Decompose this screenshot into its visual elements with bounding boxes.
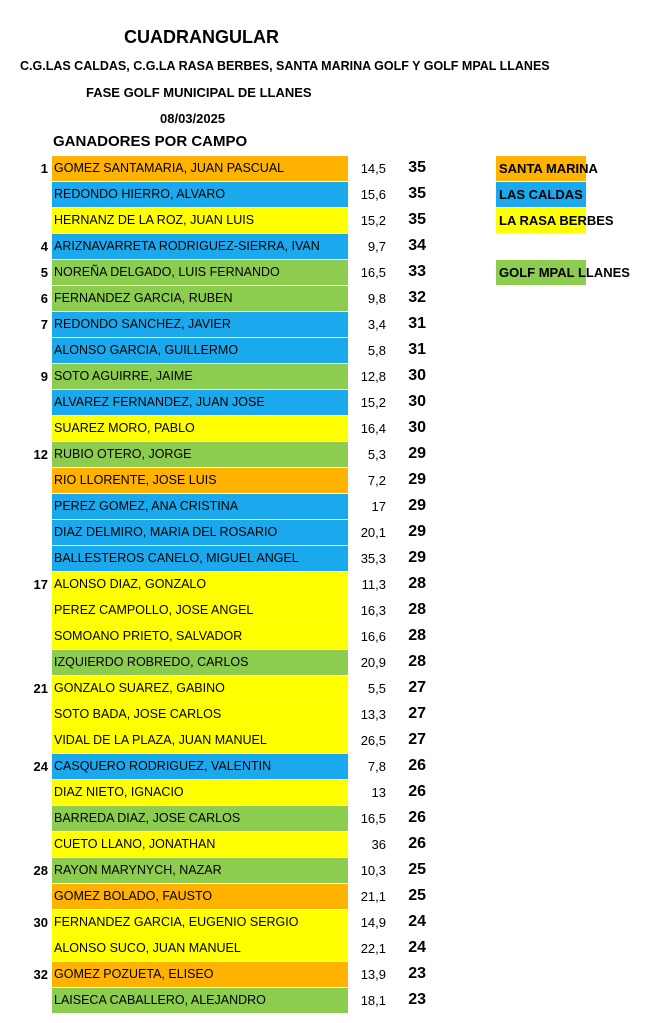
section-heading: GANADORES POR CAMPO	[53, 133, 248, 150]
handicap-cell: 36	[371, 837, 386, 852]
handicap-cell: 18,1	[360, 993, 386, 1008]
table-row	[0, 182, 450, 208]
table-row	[0, 598, 450, 624]
table-row	[0, 468, 450, 494]
points-cell: 32	[408, 289, 426, 306]
player-name-cell: SOTO AGUIRRE, JAIME	[52, 364, 348, 389]
points-cell: 29	[408, 497, 426, 514]
points-cell: 35	[408, 185, 426, 202]
player-name-cell: RAYON MARYNYCH, NAZAR	[52, 858, 348, 883]
handicap-cell: 21,1	[360, 889, 386, 904]
handicap-cell: 16,5	[360, 811, 386, 826]
points-cell: 30	[408, 419, 426, 436]
table-row	[0, 416, 450, 442]
points-cell: 31	[408, 341, 426, 358]
player-name-cell: SOTO BADA, JOSE CARLOS	[52, 702, 348, 727]
points-cell: 28	[408, 601, 426, 618]
player-name-cell: GOMEZ BOLADO, FAUSTO	[52, 884, 348, 909]
player-name-cell: VIDAL DE LA PLAZA, JUAN MANUEL	[52, 728, 348, 753]
table-row	[0, 910, 450, 936]
table-row	[0, 988, 450, 1014]
legend-label: LAS CALDAS	[499, 187, 583, 202]
points-cell: 29	[408, 471, 426, 488]
handicap-cell: 20,1	[360, 525, 386, 540]
table-row	[0, 936, 450, 962]
position-cell: 4	[40, 239, 48, 254]
points-cell: 27	[408, 731, 426, 748]
table-row	[0, 676, 450, 702]
player-name-cell: RUBIO OTERO, JORGE	[52, 442, 348, 467]
points-cell: 26	[408, 757, 426, 774]
points-cell: 30	[408, 393, 426, 410]
table-row	[0, 494, 450, 520]
table-row	[0, 832, 450, 858]
player-name-cell: RIO LLORENTE, JOSE LUIS	[52, 468, 348, 493]
table-row	[0, 650, 450, 676]
handicap-cell: 13,9	[360, 967, 386, 982]
document-title: CUADRANGULAR	[124, 27, 279, 47]
points-cell: 26	[408, 783, 426, 800]
handicap-cell: 7,2	[367, 473, 386, 488]
points-cell: 30	[408, 367, 426, 384]
points-cell: 24	[408, 913, 426, 930]
player-name-cell: FERNANDEZ GARCIA, RUBEN	[52, 286, 348, 311]
position-cell: 5	[40, 265, 48, 280]
table-row	[0, 338, 450, 364]
legend-label: GOLF MPAL LLANES	[499, 265, 630, 280]
handicap-cell: 13,3	[360, 707, 386, 722]
table-row	[0, 546, 450, 572]
handicap-cell: 5,5	[367, 681, 386, 696]
table-row	[0, 286, 450, 312]
player-name-cell: NOREÑA DELGADO, LUIS FERNANDO	[52, 260, 348, 285]
points-cell: 29	[408, 549, 426, 566]
handicap-cell: 9,7	[367, 239, 386, 254]
handicap-cell: 3,4	[367, 317, 386, 332]
handicap-cell: 15,2	[360, 213, 386, 228]
table-row	[0, 624, 450, 650]
handicap-cell: 16,6	[360, 629, 386, 644]
table-row	[0, 442, 450, 468]
points-cell: 25	[408, 887, 426, 904]
handicap-cell: 9,8	[367, 291, 386, 306]
handicap-cell: 12,8	[360, 369, 386, 384]
handicap-cell: 26,5	[360, 733, 386, 748]
points-cell: 29	[408, 445, 426, 462]
table-row	[0, 390, 450, 416]
player-name-cell: LAISECA CABALLERO, ALEJANDRO	[52, 988, 348, 1013]
player-name-cell: PEREZ CAMPOLLO, JOSE ANGEL	[52, 598, 348, 623]
points-cell: 34	[408, 237, 426, 254]
points-cell: 23	[408, 991, 426, 1008]
points-cell: 27	[408, 705, 426, 722]
legend-label: SANTA MARINA	[499, 161, 598, 176]
points-cell: 27	[408, 679, 426, 696]
legend-label: LA RASA BERBES	[499, 213, 614, 228]
position-cell: 28	[33, 863, 48, 878]
table-row	[0, 884, 450, 910]
player-name-cell: HERNANZ DE LA ROZ, JUAN LUIS	[52, 208, 348, 233]
event-date: 08/03/2025	[160, 111, 226, 126]
player-name-cell: SOMOANO PRIETO, SALVADOR	[52, 624, 348, 649]
player-name-cell: REDONDO HIERRO, ALVARO	[52, 182, 348, 207]
points-cell: 29	[408, 523, 426, 540]
player-name-cell: ALONSO SUCO, JUAN MANUEL	[52, 936, 348, 961]
points-cell: 33	[408, 263, 426, 280]
points-cell: 28	[408, 653, 426, 670]
handicap-cell: 15,2	[360, 395, 386, 410]
points-cell: 23	[408, 965, 426, 982]
handicap-cell: 16,5	[360, 265, 386, 280]
results-table	[0, 156, 450, 1014]
points-cell: 28	[408, 627, 426, 644]
position-cell: 21	[33, 681, 48, 696]
handicap-cell: 10,3	[360, 863, 386, 878]
points-cell: 26	[408, 835, 426, 852]
position-cell: 17	[33, 577, 48, 592]
phase-subtitle: FASE GOLF MUNICIPAL DE LLANES	[86, 85, 312, 100]
handicap-cell: 11,3	[361, 577, 386, 592]
table-row	[0, 962, 450, 988]
player-name-cell: ALONSO DIAZ, GONZALO	[52, 572, 348, 597]
handicap-cell: 13	[371, 785, 386, 800]
table-row	[0, 156, 450, 182]
player-name-cell: REDONDO SANCHEZ, JAVIER	[52, 312, 348, 337]
clubs-subtitle: C.G.LAS CALDAS, C.G.LA RASA BERBES, SANTA MARINA GOLF Y GOLF MPAL LLANES	[20, 59, 550, 73]
handicap-cell: 5,3	[367, 447, 386, 462]
table-row	[0, 234, 450, 260]
table-row	[0, 780, 450, 806]
handicap-cell: 14,9	[360, 915, 386, 930]
table-row	[0, 754, 450, 780]
player-name-cell: ALONSO GARCIA, GUILLERMO	[52, 338, 348, 363]
points-cell: 26	[408, 809, 426, 826]
position-cell: 24	[33, 759, 48, 774]
handicap-cell: 5,8	[367, 343, 386, 358]
position-cell: 30	[33, 915, 48, 930]
points-cell: 28	[408, 575, 426, 592]
table-row	[0, 520, 450, 546]
points-cell: 35	[408, 159, 426, 176]
points-cell: 24	[408, 939, 426, 956]
table-row	[0, 728, 450, 754]
handicap-cell: 15,6	[360, 187, 386, 202]
position-cell: 32	[33, 967, 48, 982]
position-cell: 6	[40, 291, 48, 306]
player-name-cell: ALVAREZ FERNANDEZ, JUAN JOSE	[52, 390, 348, 415]
player-name-cell: BARREDA DIAZ, JOSE CARLOS	[52, 806, 348, 831]
points-cell: 25	[408, 861, 426, 878]
player-name-cell: DIAZ NIETO, IGNACIO	[52, 780, 348, 805]
player-name-cell: GONZALO SUAREZ, GABINO	[52, 676, 348, 701]
player-name-cell: ARIZNAVARRETA RODRIGUEZ-SIERRA, IVAN	[52, 234, 348, 259]
table-row	[0, 806, 450, 832]
points-cell: 31	[408, 315, 426, 332]
table-row	[0, 312, 450, 338]
handicap-cell: 16,4	[360, 421, 386, 436]
handicap-cell: 16,3	[360, 603, 386, 618]
handicap-cell: 7,8	[367, 759, 386, 774]
points-cell: 35	[408, 211, 426, 228]
player-name-cell: BALLESTEROS CANELO, MIGUEL ANGEL	[52, 546, 348, 571]
table-row	[0, 208, 450, 234]
player-name-cell: CASQUERO RODRIGUEZ, VALENTIN	[52, 754, 348, 779]
handicap-cell: 22,1	[360, 941, 386, 956]
table-row	[0, 858, 450, 884]
position-cell: 12	[33, 447, 48, 462]
player-name-cell: CUETO LLANO, JONATHAN	[52, 832, 348, 857]
handicap-cell: 35,3	[360, 551, 386, 566]
position-cell: 1	[40, 161, 48, 176]
table-row	[0, 572, 450, 598]
player-name-cell: DIAZ DELMIRO, MARIA DEL ROSARIO	[52, 520, 348, 545]
handicap-cell: 20,9	[360, 655, 386, 670]
position-cell: 7	[40, 317, 48, 332]
handicap-cell: 17	[371, 499, 386, 514]
table-row	[0, 702, 450, 728]
player-name-cell: GOMEZ POZUETA, ELISEO	[52, 962, 348, 987]
handicap-cell: 14,5	[360, 161, 386, 176]
player-name-cell: SUAREZ MORO, PABLO	[52, 416, 348, 441]
player-name-cell: FERNANDEZ GARCIA, EUGENIO SERGIO	[52, 910, 348, 935]
player-name-cell: IZQUIERDO ROBREDO, CARLOS	[52, 650, 348, 675]
player-name-cell: PEREZ GOMEZ, ANA CRISTINA	[52, 494, 348, 519]
player-name-cell: GOMEZ SANTAMARIA, JUAN PASCUAL	[52, 156, 348, 181]
table-row	[0, 260, 450, 286]
position-cell: 9	[40, 369, 48, 384]
table-row	[0, 364, 450, 390]
